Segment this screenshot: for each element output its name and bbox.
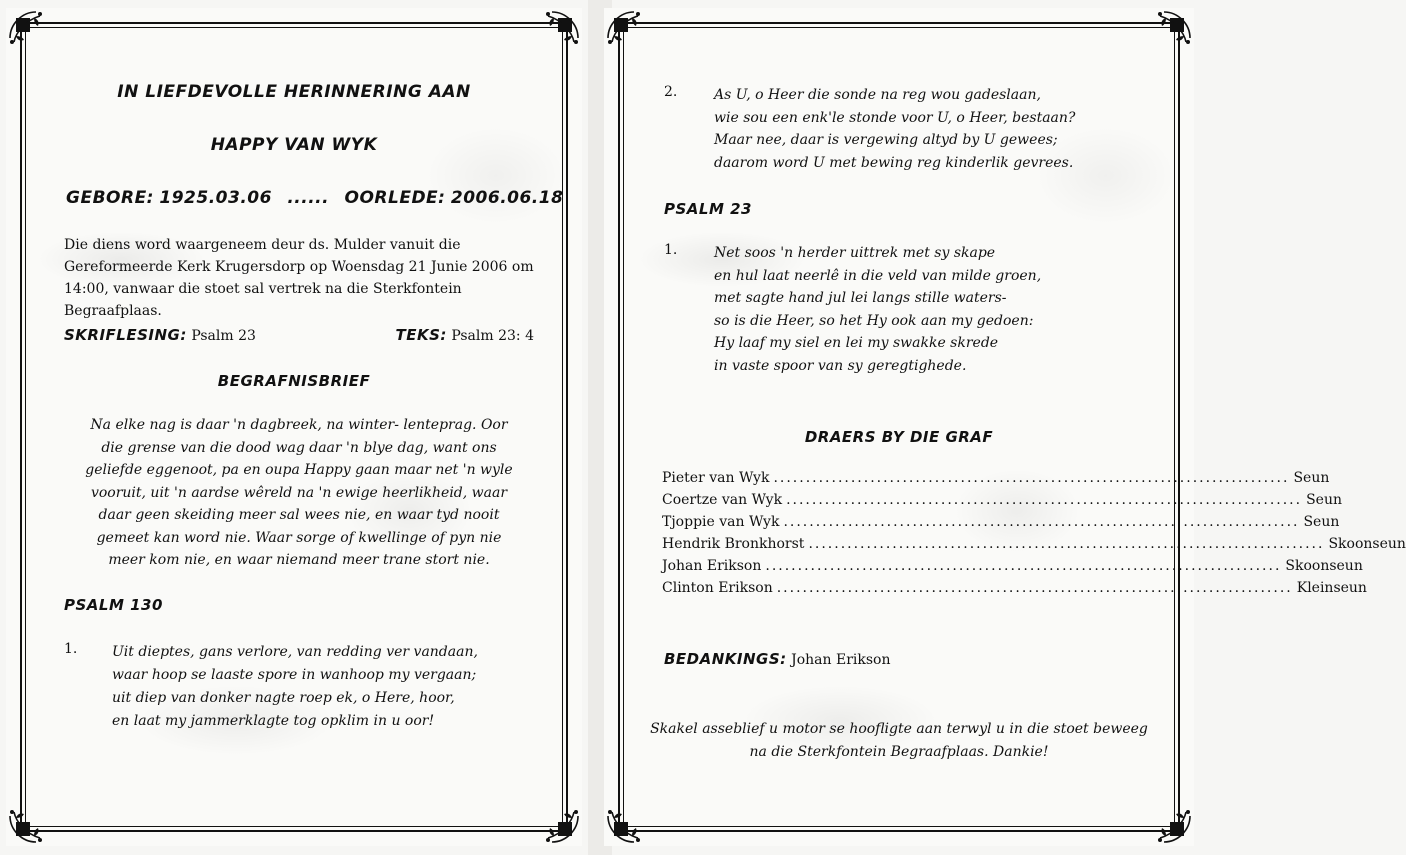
life-dates (66, 188, 563, 208)
memorial-title: IN LIEFDEVOLLE HERINNERING AAN (117, 82, 471, 102)
fleur-de-lis-corner-icon (604, 8, 646, 50)
verse-line: in vaste spoor van sy geregtighede. (714, 357, 967, 374)
funeral-letter-heading: BEGRAFNISBRIEF (217, 372, 371, 390)
fleur-de-lis-corner-icon (540, 804, 582, 846)
verse-line: Hy laaf my siel en lei my swakke skrede (714, 335, 999, 351)
leader-dots: ................................................................................ (765, 558, 1282, 574)
leader-dots: ................................................................................ (808, 536, 1325, 552)
date-separator: ...... (287, 188, 330, 208)
bearer-name: Hendrik Bronkhorst (662, 536, 805, 552)
bearer-name: Coertze van Wyk (662, 492, 783, 508)
deceased-name: HAPPY VAN WYK (210, 135, 378, 155)
bearer-name: Pieter van Wyk (662, 470, 770, 486)
bearer-relation: Seun (1303, 514, 1340, 530)
verse-number: 2. (664, 84, 678, 100)
died-date: 2006.06.18 (450, 188, 564, 208)
bearer-relation: Skoonseun (1328, 536, 1406, 552)
list-item (662, 536, 1406, 558)
verse-line: As U, o Heer die sonde na reg wou gadeslaan, (714, 87, 1041, 103)
verse-line: daarom word U met bewing reg kinderlik gevrees. (714, 154, 1074, 171)
text-ref (395, 326, 534, 344)
verse-line: Net soos 'n herder uittrek met sy skape (714, 245, 996, 261)
leader-dots: ................................................................................ (776, 580, 1293, 596)
verse-line: met sagte hand jul lei langs stille waters- (714, 290, 1007, 306)
reading-row (64, 326, 534, 344)
fleur-de-lis-corner-icon (604, 804, 646, 846)
born-label: GEBORE: (66, 188, 154, 208)
fleur-de-lis-corner-icon (6, 8, 48, 50)
list-item (662, 470, 1330, 492)
fleur-de-lis-corner-icon (1152, 8, 1194, 50)
text-label: TEKS: (395, 326, 447, 344)
died-label: OORLEDE: (344, 188, 446, 208)
verse-number: 1. (664, 242, 678, 258)
bearer-relation: Kleinseun (1296, 580, 1367, 596)
left-page (6, 8, 582, 846)
list-item (662, 580, 1367, 602)
pallbearers-list (662, 470, 1406, 602)
thanks-label: BEDANKINGS: (664, 650, 787, 668)
verse-line: waar hoop se laaste spore in wanhoop my vergaan; (112, 667, 477, 683)
bearer-relation: Seun (1306, 492, 1342, 508)
leader-dots: ................................................................................ (773, 470, 1290, 486)
thanks-value: Johan Erikson (791, 652, 891, 668)
text-value: Psalm 23: 4 (451, 328, 534, 344)
verse-line: wie sou een enk'le stonde voor U, o Heer, bestaan? (714, 109, 1076, 126)
psalm-130-verse (112, 641, 478, 733)
reading-value: Psalm 23 (191, 328, 256, 344)
bearer-relation: Skoonseun (1285, 558, 1363, 574)
verse-line: Uit dieptes, gans verlore, van redding ver vandaan, (112, 644, 478, 660)
list-item (662, 492, 1342, 514)
fleur-de-lis-corner-icon (6, 804, 48, 846)
list-item (662, 514, 1340, 536)
leader-dots: ................................................................................ (783, 514, 1300, 530)
born-date: 1925.03.06 (159, 188, 272, 208)
psalm-130-verse-2 (714, 84, 1075, 174)
verse-number: 1. (64, 641, 78, 657)
psalm-23-heading: PSALM 23 (664, 200, 752, 218)
reading-label: SKRIFLESING: (64, 326, 187, 344)
verse-line: en hul laat neerlê in die veld van milde groen, (714, 267, 1042, 284)
verse-line: so is die Heer, so het Hy ook aan my gedoen: (714, 312, 1034, 329)
verse-line: Maar nee, daar is vergewing altyd by U gewees; (714, 132, 1058, 148)
fleur-de-lis-corner-icon (540, 8, 582, 50)
verse-line: en laat my jammerklagte tog opklim in u oor! (112, 713, 435, 729)
thanks-row (664, 650, 891, 668)
bearer-name: Tjoppie van Wyk (662, 514, 780, 530)
leader-dots: ................................................................................ (786, 492, 1303, 508)
service-details: Die diens word waargeneem deur ds. Mulder vanuit die Gereformeerde Kerk Krugersdorp op Woensdag 21 Junie 2006 om 14:00, vanwaar die stoet sal vertrek na die Sterkfontein Begraafplaas. (64, 237, 534, 319)
psalm-130-heading: PSALM 130 (64, 596, 163, 614)
closing-note: Skakel asseblief u motor se hoofligte aan terwyl u in die stoet beweeg na die Sterkfontein Begraafplaas. Dankie! (650, 721, 1148, 760)
list-item (662, 558, 1363, 580)
psalm-23-verse (714, 242, 1041, 377)
verse-line: uit diep van donker nagte roep ek, o Here, hoor, (112, 690, 455, 706)
pallbearers-heading: DRAERS BY DIE GRAF (804, 428, 994, 446)
bearer-name: Johan Erikson (662, 558, 762, 574)
funeral-letter-text: Na elke nag is daar 'n dagbreek, na winter- lenteprag. Oor die grense van die dood wag daar 'n blye dag, want ons geliefde eggenoot, pa en oupa Happy gaan maar net 'n wyle vooruit, uit 'n aardse wêreld na 'n ewige heerlikheid, waar daar geen skeiding meer sal wees nie, en waar tyd nooit gemeet kan word nie. Waar sorge of kwellinge of pyn nie meer kom nie, en waar niemand meer trane stort nie. (85, 417, 513, 568)
right-page (604, 8, 1406, 846)
bearer-relation: Seun (1293, 470, 1330, 486)
fleur-de-lis-corner-icon (1152, 804, 1194, 846)
bearer-name: Clinton Erikson (662, 580, 773, 596)
